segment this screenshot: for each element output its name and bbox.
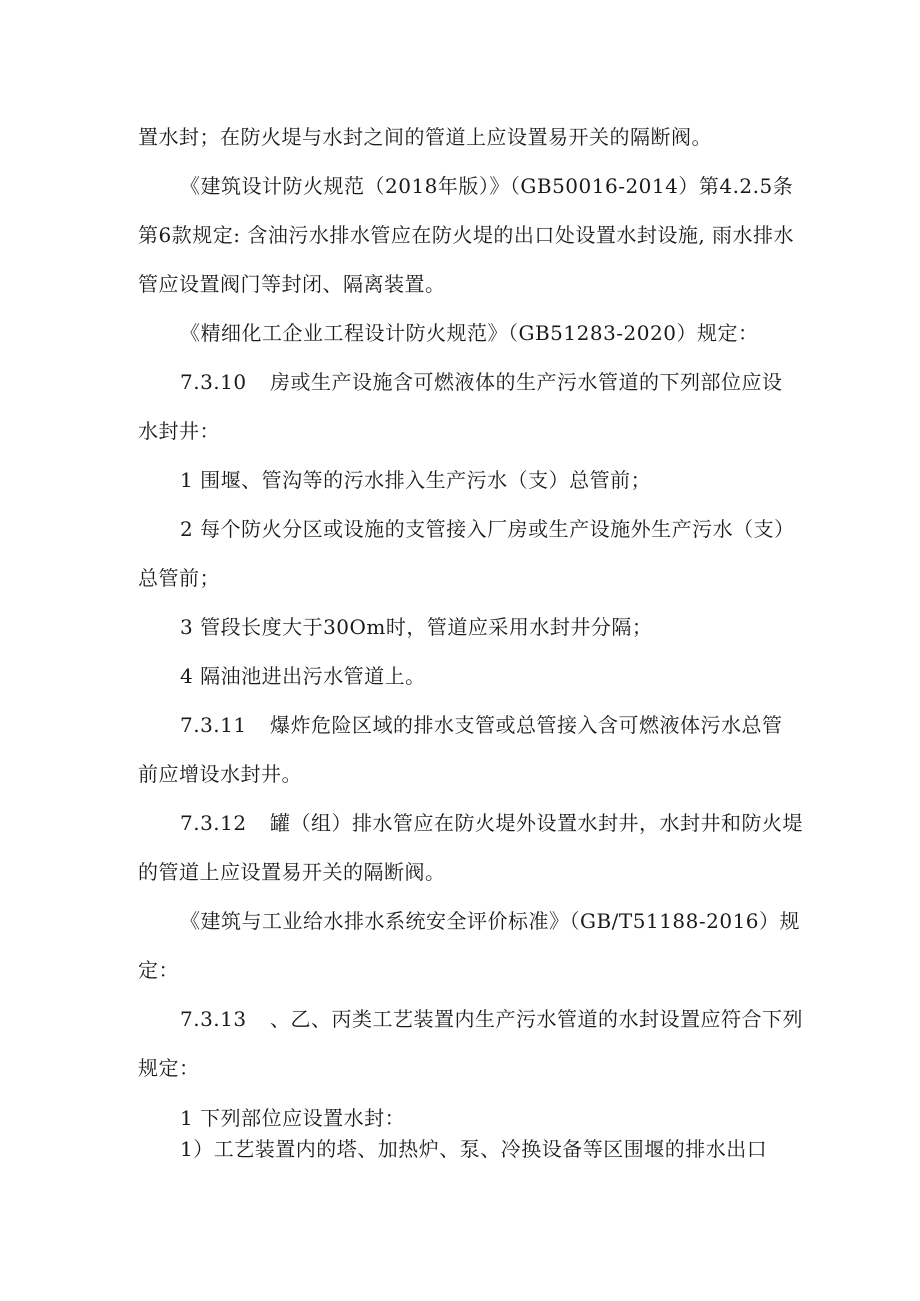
article-number: 7.3.10 bbox=[180, 370, 247, 394]
list-item: 1）工艺装置内的塔、加热炉、泵、冷换设备等区围堰的排水出口 bbox=[180, 1137, 768, 1161]
list-item: 1 围堰、管沟等的污水排入生产污水（支）总管前； bbox=[180, 468, 652, 492]
paragraph-line: 《精细化工企业工程设计防火规范》（GB51283-2020）规定： bbox=[180, 321, 759, 345]
list-item: 3 管段长度大于30Om时，管道应采用水封井分隔； bbox=[180, 615, 653, 639]
paragraph-line: 的管道上应设置易开关的隔断阀。 bbox=[138, 860, 446, 884]
list-item: 1 下列部位应设置水封： bbox=[180, 1106, 406, 1130]
paragraph-line: 规定： bbox=[138, 1056, 200, 1080]
list-item: 2 每个防火分区或设施的支管接入厂房或生产设施外生产污水（支） bbox=[180, 517, 795, 541]
paragraph-line: 置水封；在防火堤与水封之间的管道上应设置易开关的隔断阀。 bbox=[138, 125, 712, 149]
paragraph-line: 管应设置阀门等封闭、隔离装置。 bbox=[138, 272, 446, 296]
paragraph-line: 前应增设水封井。 bbox=[138, 762, 302, 786]
article-number: 7.3.12 bbox=[180, 811, 247, 835]
article-line: 7.3.10 房或生产设施含可燃液体的生产污水管道的下列部位应设 bbox=[180, 370, 783, 394]
paragraph-line: 《建筑设计防火规范（2018年版）》（GB50016-2014）第4.2.5条 bbox=[180, 174, 794, 198]
article-line: 7.3.11 爆炸危险区域的排水支管或总管接入含可燃液体污水总管 bbox=[180, 713, 783, 737]
paragraph-line: 定： bbox=[138, 958, 179, 982]
paragraph-line: 水封井： bbox=[138, 419, 220, 443]
paragraph-line: 《建筑与工业给水排水系统安全评价标准》（GB/T51188-2016）规 bbox=[180, 909, 801, 933]
article-line: 7.3.12 罐（组）排水管应在防火堤外设置水封井，水封井和防火堤 bbox=[180, 811, 803, 835]
paragraph-line: 第6款规定: 含油污水排水管应在防火堤的出口处设置水封设施, 雨水排水 bbox=[138, 223, 795, 247]
article-line: 7.3.13 、乙、丙类工艺装置内生产污水管道的水封设置应符合下列 bbox=[180, 1007, 803, 1031]
article-number: 7.3.11 bbox=[180, 713, 247, 737]
list-item: 4 隔油池进出污水管道上。 bbox=[180, 664, 426, 688]
paragraph-line: 总管前； bbox=[138, 566, 220, 590]
article-number: 7.3.13 bbox=[180, 1007, 247, 1031]
